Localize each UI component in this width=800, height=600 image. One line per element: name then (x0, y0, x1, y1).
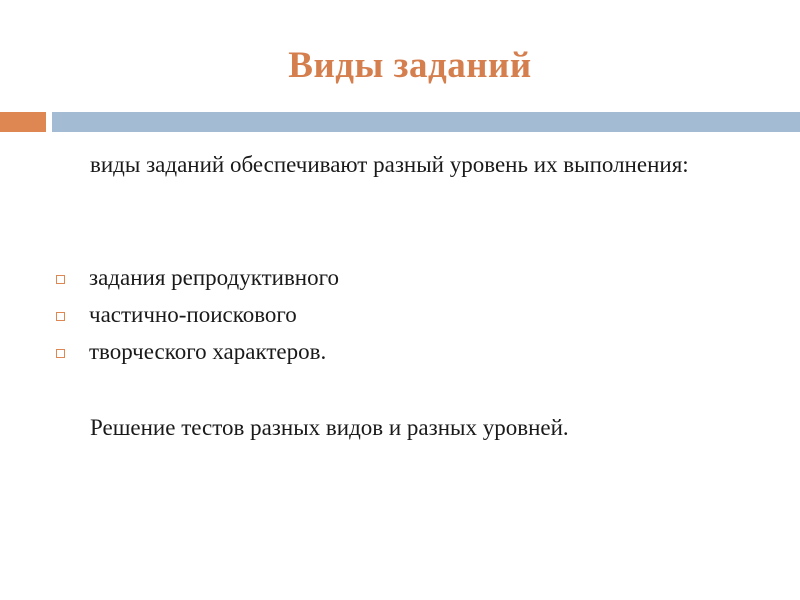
title-accent-bar-orange (0, 112, 46, 132)
square-bullet-icon (56, 349, 65, 358)
list-item (56, 296, 756, 333)
list-item (56, 333, 756, 370)
list-item (56, 259, 756, 296)
square-bullet-icon (56, 312, 65, 321)
bullet-text: частично-поискового (89, 301, 297, 327)
intro-paragraph: виды заданий обеспечивают разный уровень их выполнения: (90, 152, 689, 177)
bullet-list (56, 259, 756, 370)
slide-title: Виды заданий (288, 45, 532, 86)
bullet-text: задания репродуктивного (89, 264, 339, 290)
bullet-text: творческого характеров. (89, 338, 327, 364)
closing-paragraph: Решение тестов разных видов и разных уровней. (90, 415, 569, 440)
title-accent-bar-blue (52, 112, 800, 132)
square-bullet-icon (56, 275, 65, 284)
